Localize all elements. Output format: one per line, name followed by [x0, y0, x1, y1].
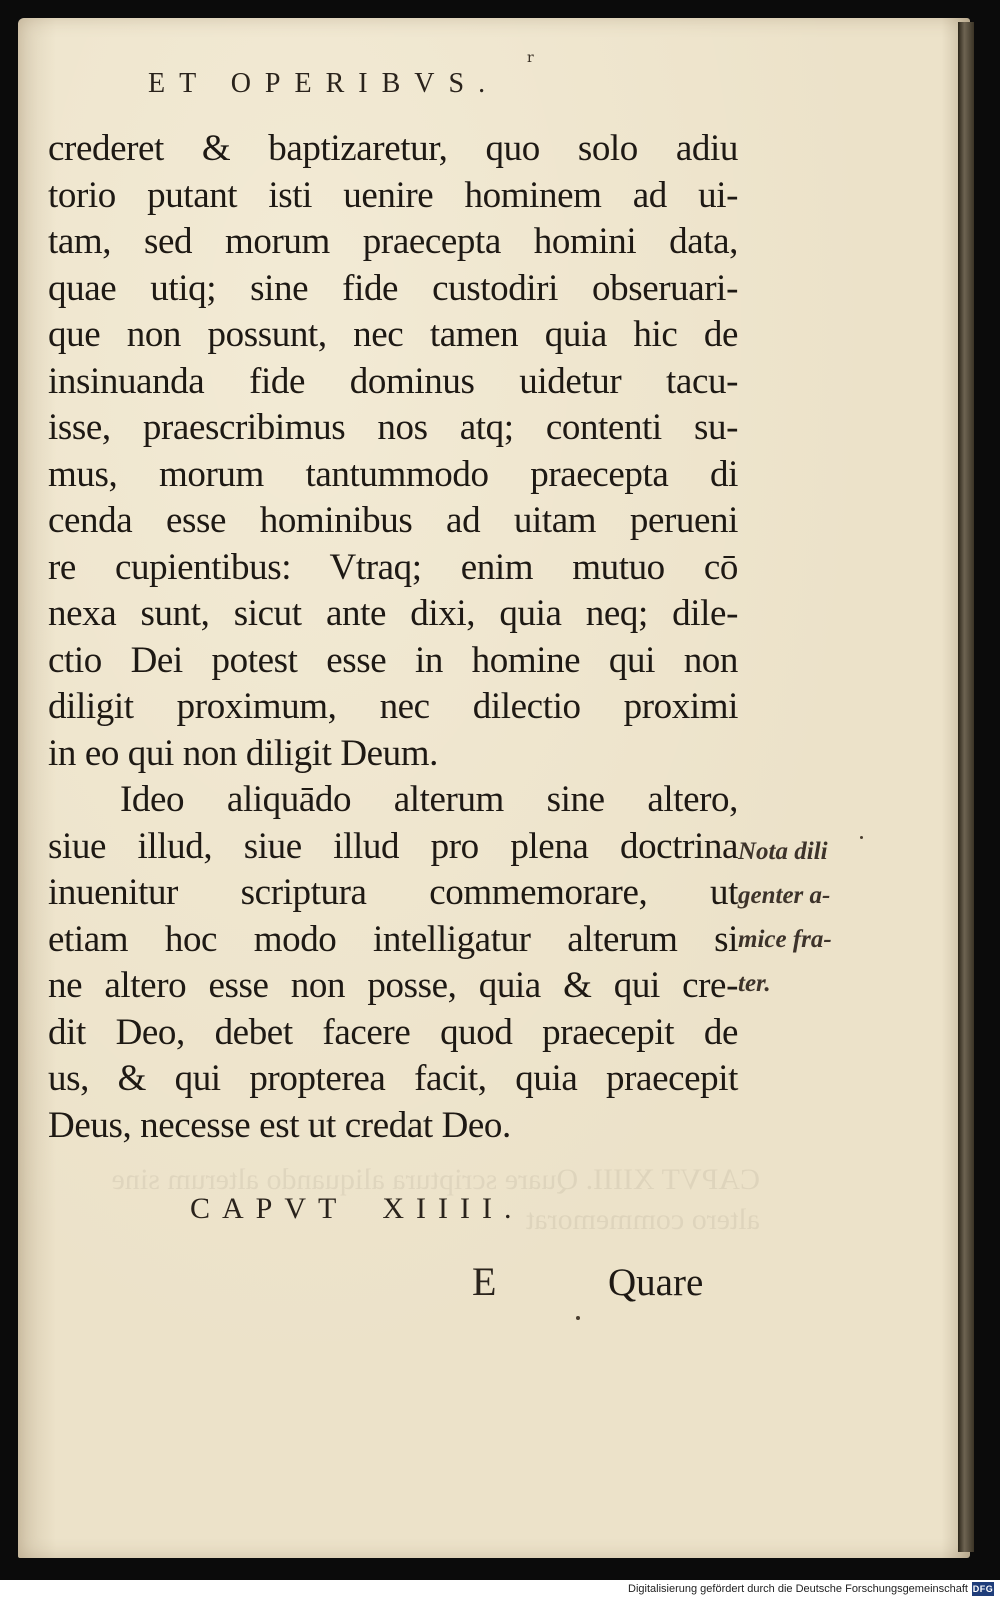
marginal-note-line: ter. [738, 970, 771, 997]
text-line: quae utiq; sine fide custodiri obseruari- [48, 267, 738, 309]
text-line: diligit proximum, nec dilectio proximi [48, 686, 738, 727]
text-line: Deus, necesse est ut credat Deo. [48, 1104, 511, 1146]
footer-credit: Digitalisierung gefördert durch die Deutsche Forschungsgemeinschaft [628, 1583, 968, 1595]
chapter-number: XIIII. [382, 1192, 524, 1225]
text-line: nexa sunt, sicut ante dixi, quia neq; dile- [48, 593, 738, 634]
paper-fleck [860, 836, 863, 839]
marginal-note-line: Nota dili [738, 838, 828, 865]
text-line: torio putant isti uenire hominem ad ui- [48, 174, 738, 216]
text-line: us, & qui propterea facit, quia praecepit [48, 1058, 738, 1099]
paper-fleck [576, 1316, 580, 1320]
page-edge [958, 22, 974, 1552]
text-line: cenda esse hominibus ad uitam perueni [48, 500, 738, 541]
signature-mark: r [527, 50, 534, 66]
text-line: re cupientibus: Vtraq; enim mutuo cō [48, 546, 738, 588]
dfg-logo-icon: DFG [972, 1584, 994, 1594]
text-line: crederet & baptizaretur, quo solo adiu [48, 128, 738, 169]
marginal-note [738, 830, 868, 1006]
text-line: dit Deo, debet facere quod praecepit de [48, 1011, 738, 1053]
marginal-note-line: genter a- [738, 882, 831, 909]
text-line: que non possunt, nec tamen quia hic de [48, 314, 738, 355]
main-text-block [48, 126, 738, 1149]
text-line: etiam hoc modo intelligatur alterum si [48, 918, 738, 960]
show-through-text: CAPVT XIIII. Quare scriptura aliquando alterum sine altero commemorat [111, 1163, 760, 1236]
text-line: siue illud, siue illud pro plena doctrina [48, 825, 738, 867]
marginal-note-line: mice fra- [738, 926, 832, 953]
text-line: insinuanda fide dominus uidetur tacu- [48, 360, 738, 402]
text-line: inuenitur scriptura commemorare, ut [48, 872, 738, 913]
signature-letter: E [472, 1259, 497, 1304]
running-head: ET OPERIBVS. [148, 68, 500, 99]
text-line: mus, morum tantummodo praecepta di [48, 453, 738, 495]
chapter-heading [190, 1192, 610, 1226]
text-line: Ideo aliquādo alterum sine altero, [120, 779, 738, 820]
text-line: isse, praescribimus nos atq; contenti su- [48, 407, 738, 448]
text-line: in eo qui non diligit Deum. [48, 732, 439, 774]
catchword: Quare [608, 1261, 704, 1304]
chapter-word: CAPVT [190, 1192, 349, 1225]
text-line: tam, sed morum praecepta homini data, [48, 221, 738, 262]
text-line: ne altero esse non posse, quia & qui cre- [48, 965, 738, 1006]
text-line: ctio Dei potest esse in homine qui non [48, 639, 738, 681]
